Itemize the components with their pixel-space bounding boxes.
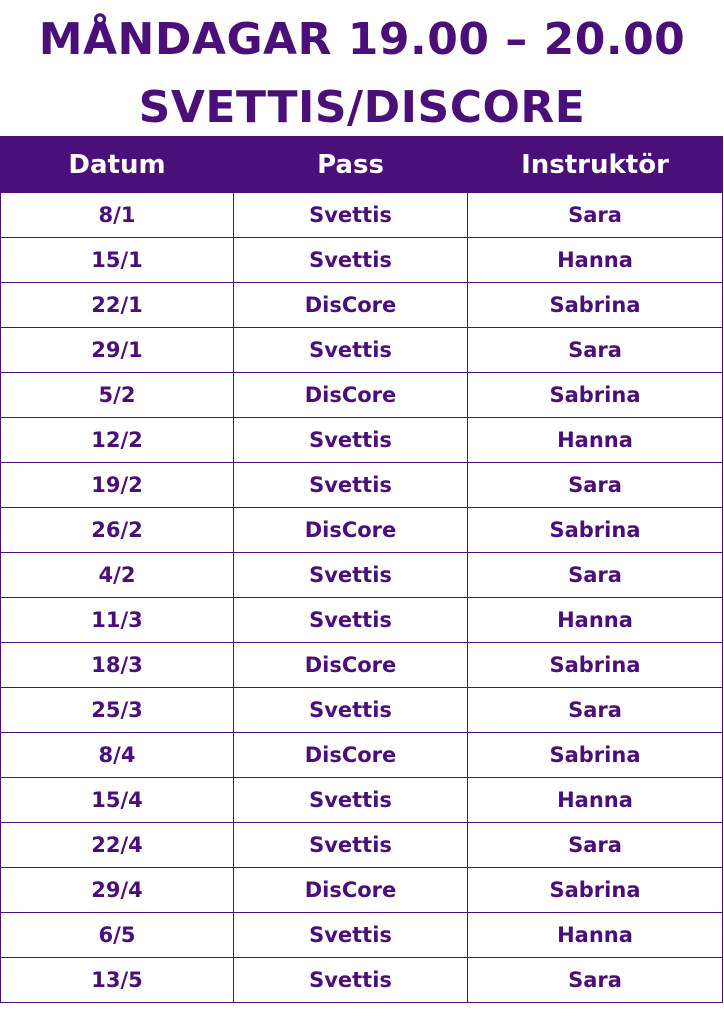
cell-pass: DisCore [234, 643, 468, 688]
cell-pass: Svettis [234, 553, 468, 598]
cell-instruktor: Sara [468, 463, 723, 508]
cell-instruktor: Hanna [468, 913, 723, 958]
header-instruktor: Instruktör [468, 137, 723, 193]
cell-instruktor: Sara [468, 823, 723, 868]
cell-datum: 11/3 [1, 598, 234, 643]
cell-instruktor: Sabrina [468, 283, 723, 328]
cell-datum: 6/5 [1, 913, 234, 958]
cell-instruktor: Sabrina [468, 733, 723, 778]
cell-instruktor: Hanna [468, 238, 723, 283]
cell-datum: 5/2 [1, 373, 234, 418]
cell-pass: Svettis [234, 598, 468, 643]
table-row [1, 238, 723, 283]
cell-instruktor: Sara [468, 688, 723, 733]
cell-datum: 8/4 [1, 733, 234, 778]
cell-pass: Svettis [234, 238, 468, 283]
cell-datum: 4/2 [1, 553, 234, 598]
table-body [1, 193, 723, 1003]
schedule-table [0, 136, 723, 1003]
cell-pass: Svettis [234, 958, 468, 1003]
table-row [1, 688, 723, 733]
cell-datum: 18/3 [1, 643, 234, 688]
cell-pass: DisCore [234, 283, 468, 328]
cell-pass: Svettis [234, 823, 468, 868]
table-row [1, 193, 723, 238]
cell-instruktor: Sara [468, 553, 723, 598]
table-header [1, 137, 723, 193]
header-pass: Pass [234, 137, 468, 193]
cell-pass: Svettis [234, 688, 468, 733]
cell-datum: 26/2 [1, 508, 234, 553]
cell-datum: 19/2 [1, 463, 234, 508]
cell-pass: Svettis [234, 463, 468, 508]
cell-datum: 8/1 [1, 193, 234, 238]
cell-datum: 15/1 [1, 238, 234, 283]
cell-datum: 22/1 [1, 283, 234, 328]
cell-datum: 22/4 [1, 823, 234, 868]
cell-pass: Svettis [234, 328, 468, 373]
cell-pass: Svettis [234, 193, 468, 238]
page-title: MÅNDAGAR 19.00 – 20.00 [38, 14, 686, 65]
table-row [1, 733, 723, 778]
cell-pass: Svettis [234, 913, 468, 958]
table-row [1, 463, 723, 508]
table-row [1, 958, 723, 1003]
cell-pass: DisCore [234, 373, 468, 418]
table-row [1, 283, 723, 328]
cell-pass: DisCore [234, 733, 468, 778]
table-row [1, 778, 723, 823]
cell-instruktor: Sabrina [468, 868, 723, 913]
table-row [1, 373, 723, 418]
cell-instruktor: Hanna [468, 598, 723, 643]
header-row [1, 137, 723, 193]
cell-pass: DisCore [234, 868, 468, 913]
table-row [1, 508, 723, 553]
cell-datum: 29/4 [1, 868, 234, 913]
table-row [1, 643, 723, 688]
cell-instruktor: Sara [468, 193, 723, 238]
table-row [1, 868, 723, 913]
cell-instruktor: Sara [468, 328, 723, 373]
page-subtitle: SVETTIS/DISCORE [138, 82, 586, 133]
cell-instruktor: Hanna [468, 778, 723, 823]
cell-instruktor: Sabrina [468, 508, 723, 553]
cell-instruktor: Sabrina [468, 373, 723, 418]
cell-instruktor: Sara [468, 958, 723, 1003]
cell-instruktor: Sabrina [468, 643, 723, 688]
table-row [1, 328, 723, 373]
cell-datum: 25/3 [1, 688, 234, 733]
table-row [1, 913, 723, 958]
cell-datum: 13/5 [1, 958, 234, 1003]
cell-datum: 15/4 [1, 778, 234, 823]
cell-instruktor: Hanna [468, 418, 723, 463]
cell-pass: Svettis [234, 418, 468, 463]
cell-datum: 12/2 [1, 418, 234, 463]
table-row [1, 553, 723, 598]
table-row [1, 823, 723, 868]
table-row [1, 598, 723, 643]
cell-pass: DisCore [234, 508, 468, 553]
table-row [1, 418, 723, 463]
cell-datum: 29/1 [1, 328, 234, 373]
cell-pass: Svettis [234, 778, 468, 823]
header-datum: Datum [1, 137, 234, 193]
